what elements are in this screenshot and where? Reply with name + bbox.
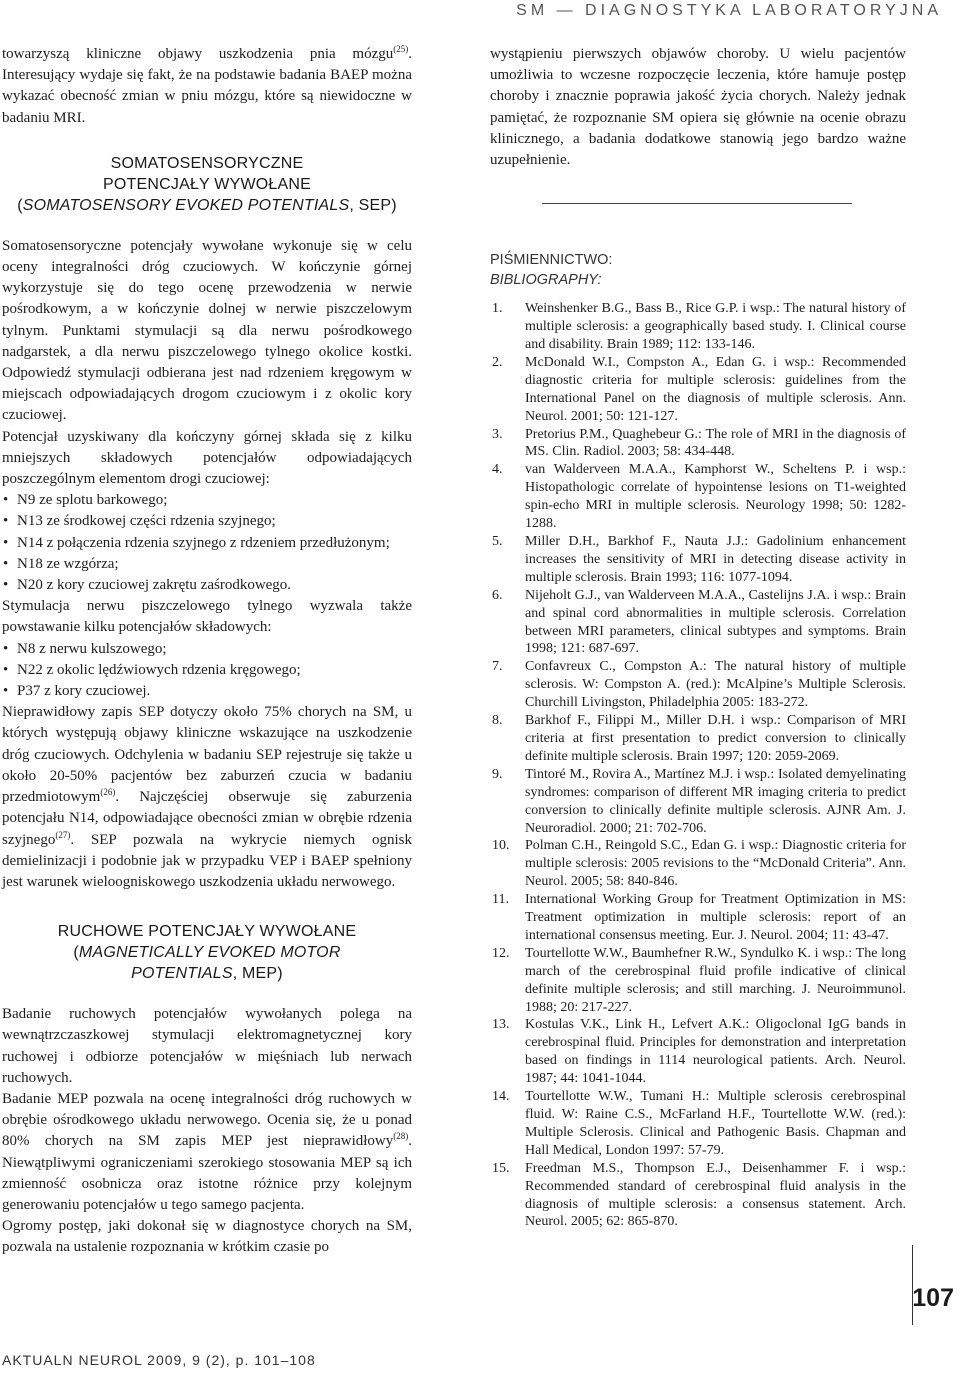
reference-number: 7. [492, 659, 503, 675]
reference-number: 2. [492, 354, 503, 370]
intro-paragraph: towarzyszą kliniczne objawy uszkodzenia pnia mózgu$^{(25)}$. Interesujący wydaje się fakt, że na podstawie badania BAEP można wykazać obecność zmian w pniu mózgu, które są niewidoczne w badaniu MRI. [2, 44, 412, 126]
citation-ref: (26) [100, 787, 116, 798]
reference-number: 15. [492, 1160, 510, 1176]
reference-item [490, 891, 906, 945]
reference-text: Tintoré M., Rovira A., Martínez M.J. i wsp.: Isolated demyelinating syndromes: comparison of different MR imaging criteria to predict conversion to clinically definite multiple sclerosis. AJNR Am. J. Neuroradiol. 2000; 21: 702-706. [525, 766, 906, 836]
reference-text: Pretorius P.M., Quaghebeur G.: The role of MRI in the diagnosis of MS. Clin. Radiol. 2003; 58: 434-448. [525, 426, 906, 460]
citation-ref: (27) [55, 829, 71, 840]
reference-text: Freedman M.S., Thompson E.J., Deisenhammer F. i wsp.: Recommended standard of cerebrospinal fluid analysis in the diagnosis of multiple sclerosis: a consensus statement. Arch. Neurol. 2005; 62: 865-870. [525, 1160, 906, 1230]
reference-text: Kostulas V.K., Link H., Lefvert A.K.: Oligoclonal IgG bands in cerebrospinal fluid. Principles for demonstration and interpretation based on findings in 1114 neurological patients. Arch. Neurol. 1987; 44: 1041-1044. [525, 1017, 906, 1087]
reference-number: 10. [492, 838, 510, 854]
citation-ref: (28) [393, 1131, 409, 1142]
reference-item [490, 461, 906, 533]
mep-paragraph-1: Badanie ruchowych potencjałów wywołanych polega na wewnątrzczaszkowej stymulacji elektromagnetycznej kory ruchowej i odbiorze potencjałów w mięśniach lub nerwach ruchowych. [2, 1006, 412, 1086]
reference-text: Tourtellotte W.W., Baumhefner R.W., Syndulko K. i wsp.: The long march of the cerebrospinal fluid profile indicative of clinical definite multiple sclerosis; and still marching. J. Neuroimmunol. 1988; 20: 217-227. [525, 945, 906, 1015]
reference-text: Miller D.H., Barkhof F., Nauta J.J.: Gadolinium enhancement increases the sensitivity of MRI in detecting disease activity in multiple sclerosis. Brain 1993; 116: 1077-1094. [525, 534, 906, 585]
reference-number: 12. [492, 945, 510, 961]
reference-text: Barkhof F., Filippi M., Miller D.H. i wsp.: Comparison of MRI criteria at first presentation to predict conversion to clinically definite multiple sclerosis. Brain 1997; 120: 2059-2069. [525, 713, 906, 764]
reference-item [490, 1088, 906, 1160]
sep-paragraph-1: Somatosensoryczne potencjały wywołane wykonuje się w celu oceny integralności dróg czuciowych. W kończynie górnej wykorzystuje się do tego ocenę przewodzenia w nerwie pośrodkowym, a w kończynie dolnej w nerwie piszczelowym tylnym. Punktami stymulacji są dla nerwu pośrodkowego nadgarstek, a dla nerwu piszczelowego tylnego okolice kostki. Odpowiedź stymulacji odbierana jest nad rdzeniem kręgowym w miejscach odpowiadających drogom czuciowym i z okolic kory czuciowej. [2, 237, 412, 424]
reference-text: Tourtellotte W.W., Tumani H.: Multiple sclerosis cerebrospinal fluid. W: Raine C.S., McFarland H.F., Tourtellotte W.W. (red.): Multiple Sclerosis. Clinical and Pathogenic Basis. Chapman and Hall Medical, London 1997: 57-79. [525, 1089, 906, 1158]
reference-list [490, 300, 906, 1231]
reference-number: 13. [492, 1017, 510, 1033]
right-column [490, 44, 906, 1231]
list-item: • N22 z okolic lędźwiowych rdzenia kręgowego; [2, 660, 412, 681]
section-heading-mep: RUCHOWE POTENCJAŁY WYWOŁANE (MAGNETICALLY EVOKED MOTOR POTENTIALS, MEP) [57, 923, 357, 983]
sep-paragraph-2: Potencjał uzyskiwany dla kończyny górnej składa się z kilku mniejszych składowych potencjałów odpowiadających poszczególnym elementom drogi czuciowej: [2, 428, 412, 488]
reference-number: 8. [492, 713, 503, 729]
list-item: • N8 z nerwu kulszowego; [2, 639, 412, 660]
list-item: • N20 z kory czuciowej zakrętu zaśrodkowego. [2, 575, 412, 596]
list-item: • N9 ze splotu barkowego; [2, 490, 412, 511]
reference-item [490, 837, 906, 891]
reference-text: International Working Group for Treatment Optimization in MS: Treatment optimization in multiple sclerosis: report of an international consensus meeting. Eur. J. Neurol. 2004; 11: 43-47. [525, 892, 906, 943]
reference-item [490, 766, 906, 838]
left-column [2, 44, 412, 1259]
section-heading-sep: SOMATOSENSORYCZNE POTENCJAŁY WYWOŁANE (SOMATOSENSORY EVOKED POTENTIALS, SEP) [17, 154, 397, 214]
reference-item [490, 533, 906, 587]
reference-number: 11. [492, 892, 509, 908]
reference-item [490, 1160, 906, 1232]
reference-item [490, 712, 906, 766]
reference-text: van Walderveen M.A.A., Kamphorst W., Scheltens P. i wsp.: Histopathologic correlate of hypointense lesions on T1-weighted spin-echo MRI in multiple sclerosis. Neurology 1998; 50: 1282-1288. [525, 462, 906, 532]
sep-paragraph-4: Nieprawidłowy zapis SEP dotyczy około 75% chorych na SM, u których występują objawy kliniczne wskazujące na uszkodzenie dróg czuciowych. Odchylenia w badaniu SEP rejestruje się także u około 20-50% pacjentów bez zaburzeń czucia w badaniu przedmiotowym$^{(26)}$. Najczęściej obserwuje się zaburzenia potencjału N14, odpowiadające obecności zmian w obrębie rdzenia szyjnego$^{(27)}$. SEP pozwala na wykrycie niemych ognisk demielinizacji i podobnie jak w przypadku VEP i BAEP spełniony jest warunek wieloogniskowego uszkodzenia układu nerwowego. [2, 704, 412, 890]
mep-paragraph-3: Ogromy postęp, jaki dokonał się w diagnostyce chorych na SM, pozwala na ustalenie rozpoznania w krótkim czasie po [2, 1218, 412, 1256]
reference-number: 14. [492, 1089, 510, 1105]
reference-number: 5. [492, 534, 503, 549]
reference-item [490, 426, 906, 462]
list-item: • P37 z kory czuciowej. [2, 681, 412, 702]
page-number: 107 [912, 1284, 954, 1312]
reference-text: Nijeholt G.J., van Walderveen M.A.A., Castelijns J.A. i wsp.: Brain and spinal cord abnormalities in multiple sclerosis. Correlation between MRI parameters, clinical subtypes and symptoms. Brain 1998; 121: 687-697. [525, 587, 906, 657]
sep-paragraph-3: Stymulacja nerwu piszczelowego tylnego wyzwala także powstawanie kilku potencjałów składowych: [2, 598, 412, 636]
upper-limb-components [2, 490, 412, 596]
continuation-paragraph: wystąpieniu pierwszych objawów choroby. U wielu pacjentów umożliwia to wczesne rozpoczęcie leczenia, które hamuje postęp choroby i znacznie poprawia jakość życia chorych. Należy jednak pamiętać, że rozpoznanie SM opiera się głównie na ocenie obrazu klinicznego, a badania dodatkowe stanowią jego bardzo ważne uzupełnienie. [490, 46, 906, 169]
reference-item [490, 658, 906, 712]
mep-paragraph-2: Badanie MEP pozwala na ocenę integralności dróg ruchowych w obrębie ośrodkowego układu nerwowego. Ocenia się, że u ponad 80% chorych na SM zapis MEP jest nieprawidłowy$^{(28)}$. Niewątpliwymi ograniczeniami szerokiego stosowania MEP są ich zmienność osobnicza oraz istotne różnice przy kolejnym generowaniu potencjałów u tego samego pacjenta. [2, 1090, 412, 1213]
reference-number: 6. [492, 587, 503, 603]
list-item: • N18 ze wzgórza; [2, 554, 412, 575]
running-head: SM — DIAGNOSTYKA LABORATORYJNA [516, 2, 942, 19]
reference-item [490, 587, 906, 659]
reference-number: 4. [492, 462, 503, 478]
list-item: • N14 z połączenia rdzenia szyjnego z rdzeniem przedłużonym; [2, 533, 412, 554]
lower-limb-components [2, 639, 412, 703]
reference-text: Confavreux C., Compston A.: The natural history of multiple sclerosis. W: Compston A. (red.): McAlpine’s Multiple Sclerosis. Churchill Livingston, Philadelphia 2005: 183-272. [525, 659, 906, 711]
section-divider [542, 203, 852, 204]
reference-item [490, 354, 906, 426]
reference-text: Polman C.H., Reingold S.C., Edan G. i wsp.: Diagnostic criteria for multiple sclerosis: 2005 revisions to the “McDonald Criteria”. Ann. Neurol. 2005; 58: 840-846. [525, 838, 906, 890]
journal-footer: AKTUALN NEUROL 2009, 9 (2), p. 101–108 [2, 1352, 316, 1368]
citation-ref: (25) [393, 44, 409, 54]
reference-item [490, 300, 906, 354]
list-item: • N13 ze środkowej części rdzenia szyjnego; [2, 511, 412, 532]
reference-text: Weinshenker B.G., Bass B., Rice G.P. i wsp.: The natural history of multiple sclerosis: a geographically based study. I. Clinical course and disability. Brain 1989; 112: 133-146. [525, 301, 906, 353]
bibliography-heading: PIŚMIENNICTWO: BIBLIOGRAPHY: [490, 252, 613, 289]
reference-item [490, 1016, 906, 1088]
reference-text: McDonald W.I., Compston A., Edan G. i wsp.: Recommended diagnostic criteria for multiple sclerosis: guidelines from the International Panel on the diagnosis of multiple sclerosis. Ann. Neurol. 2001; 50: 121-127. [525, 354, 906, 424]
reference-number: 3. [492, 426, 503, 442]
reference-item [490, 945, 906, 1017]
reference-number: 1. [492, 301, 503, 317]
reference-number: 9. [492, 766, 503, 782]
